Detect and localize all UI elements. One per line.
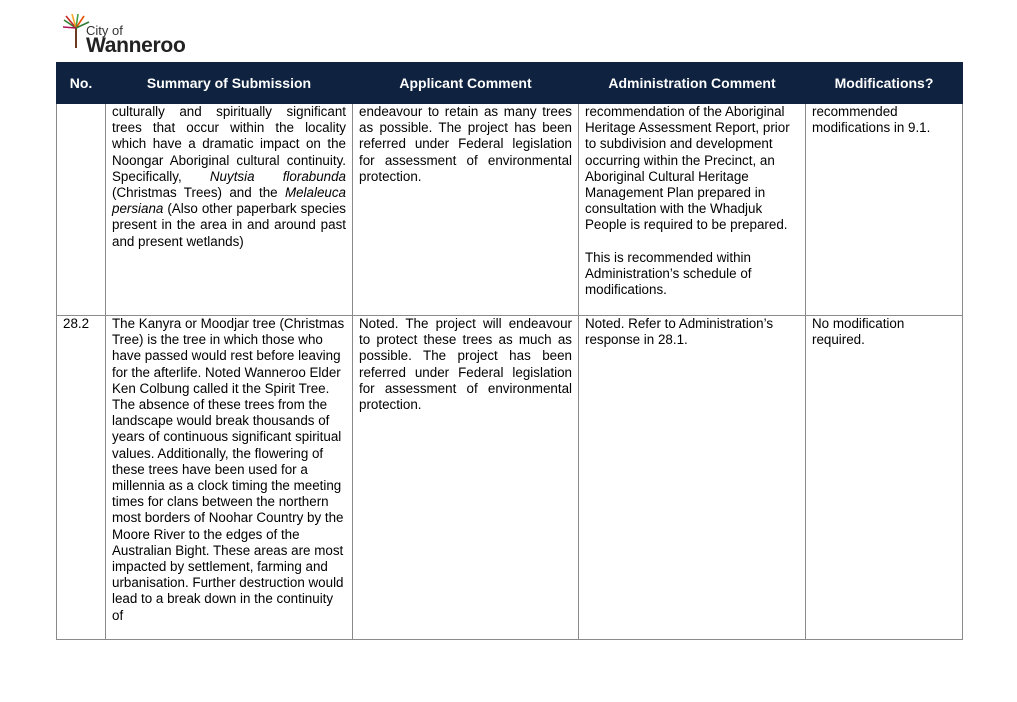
cell-no (57, 104, 106, 316)
cell-modifications: No modification required. (806, 316, 963, 640)
header-no: No. (57, 63, 106, 104)
table-row (57, 104, 963, 316)
table-row (57, 316, 963, 640)
administration-paragraph: This is recommended within Administration’s schedule of modifications. (585, 249, 752, 298)
header-modifications: Modifications? (806, 63, 963, 104)
header-summary: Summary of Submission (106, 63, 353, 104)
city-of-wanneroo-logo (62, 14, 192, 60)
administration-paragraph: recommendation of the Aboriginal Heritage Assessment Report, prior to subdivision and development occurring within the Precinct, an Aboriginal Cultural Heritage Management Plan prepared in consultation with the Whadjuk People is required to be prepared. (585, 104, 790, 233)
header-applicant: Applicant Comment (353, 63, 579, 104)
cell-applicant: endeavour to retain as many trees as possible. The project has been referred under Federal legislation for assessment of environmental protection. (353, 104, 579, 316)
logo-name-text: Wanneroo (86, 34, 186, 57)
cell-applicant: Noted. The project will endeavour to protect these trees as much as possible. The project has been referred under Federal legislation for assessment of environmental protection. (353, 316, 579, 640)
cell-administration: Noted. Refer to Administration’s response in 28.1. (579, 316, 806, 640)
cell-no: 28.2 (57, 316, 106, 640)
species-name: Melaleuca persiana (112, 185, 346, 217)
table-header-row (57, 63, 963, 104)
species-name: Nuytsia florabunda (209, 168, 346, 184)
logo-city-text: City of (86, 23, 123, 38)
summary-text: culturally and spiritually significant trees that occur within the locality which have a dramatic impact on the Noongar Aboriginal cultural continuity. Specifically, (112, 104, 346, 184)
summary-text: (Christmas Trees) and the (112, 185, 285, 201)
header-administration: Administration Comment (579, 63, 806, 104)
cell-summary (106, 104, 353, 316)
cell-summary: The Kanyra or Moodjar tree (Christmas Tree) is the tree in which those who have passed would rest before leaving for the afterlife. Noted Wanneroo Elder Ken Colbung called it the Spirit Tree. The absence of these trees from the landscape would break thousands of years of continuous significant spiritual values. Additionally, the flowering of these trees have been used for a millennia as a clock timing the meeting times for clans between the northern most borders of Noohar Country by the Moore River to the edges of the Australian Bight. These areas are most impacted by settlement, farming and urbanisation. Further destruction would lead to a break down in the continuity of (106, 316, 353, 640)
cell-modifications: recommended modifications in 9.1. (806, 104, 963, 316)
submissions-table (56, 62, 963, 640)
cell-administration (579, 104, 806, 316)
summary-text: (Also other paperbark species present in the area in and around past and present wetlands) (112, 201, 346, 249)
